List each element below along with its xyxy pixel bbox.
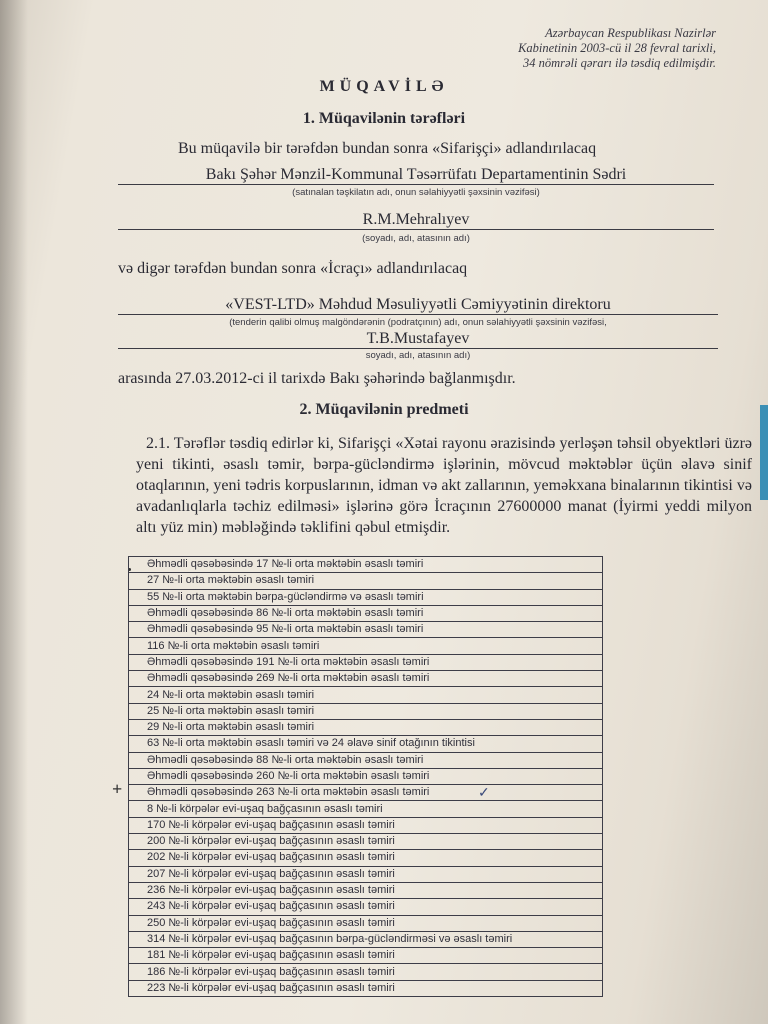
contractor-name-caption: soyadı, adı, atasının adı)	[365, 350, 471, 361]
table-row	[129, 768, 603, 784]
table-row	[129, 899, 603, 915]
work-item-cell: 186 №-li körpələr evi-uşaq bağçasının əsaslı təmiri	[129, 964, 603, 980]
work-item-cell: 202 №-li körpələr evi-uşaq bağçasının əsaslı təmiri	[129, 850, 603, 866]
work-item-cell: 200 №-li körpələr evi-uşaq bağçasının əsaslı təmiri	[129, 834, 603, 850]
table-row	[129, 589, 603, 605]
work-item-cell: 181 №-li körpələr evi-uşaq bağçasının əsaslı təmiri	[129, 948, 603, 964]
work-item-cell: Əhmədli qəsəbəsində 260 №-li orta məktəbin əsaslı təmiri	[129, 768, 603, 784]
table-row	[129, 605, 603, 621]
work-item-cell: Əhmədli qəsəbəsində 88 №-li orta məktəbin əsaslı təmiri	[129, 752, 603, 768]
table-row	[129, 622, 603, 638]
work-item-cell: 223 №-li körpələr evi-uşaq bağçasının əsaslı təmiri	[129, 980, 603, 996]
work-item-cell: 250 №-li körpələr evi-uşaq bağçasının əsaslı təmiri	[129, 915, 603, 931]
table-row	[129, 866, 603, 882]
work-item-cell: 236 №-li körpələr evi-uşaq bağçasının əsaslı təmiri	[129, 882, 603, 898]
table-row	[129, 964, 603, 980]
handwritten-check-mark: ✓	[478, 786, 490, 801]
handwritten-cross-mark: +	[112, 779, 123, 799]
blue-sticky-tab	[760, 405, 768, 500]
work-item-cell: 207 №-li körpələr evi-uşaq bağçasının əsaslı təmiri	[129, 866, 603, 882]
section-1-title: 1. Müqavilənin tərəfləri	[302, 110, 466, 127]
table-row	[129, 882, 603, 898]
work-item-cell: 170 №-li körpələr evi-uşaq bağçasının əsaslı təmiri	[129, 817, 603, 833]
table-row	[129, 557, 603, 573]
work-item-cell: 8 №-li körpələr evi-uşaq bağçasının əsaslı təmiri	[129, 801, 603, 817]
section-2-paragraph	[136, 433, 752, 538]
customer-org-caption: (satınalan təşkilatın adı, onun səlahiyyətli şəxsinin vəzifəsi)	[292, 187, 540, 198]
page-binding-shadow	[0, 0, 28, 1024]
work-item-cell: 63 №-li orta məktəbin əsaslı təmiri və 24 əlavə sinif otağının tikintisi	[129, 736, 603, 752]
contractor-org-caption: (tenderin qalibi olmuş malgöndərənin (podratçının) adı, onun səlahiyyətli şəxsinin vəzifəsi,	[229, 317, 607, 328]
work-item-cell: 116 №-li orta məktəbin əsaslı təmiri	[129, 638, 603, 654]
work-item-cell: Əhmədli qəsəbəsində 95 №-li orta məktəbin əsaslı təmiri	[129, 622, 603, 638]
work-item-cell: Əhmədli qəsəbəsində 269 №-li orta məktəbin əsaslı təmiri	[129, 671, 603, 687]
section-1-intro: Bu müqavilə bir tərəfdən bundan sonra «Sifarişçi» adlandırılacaq	[178, 140, 597, 157]
work-item-cell: Əhmədli qəsəbəsində 17 №-li orta məktəbin əsaslı təmiri	[129, 557, 603, 573]
work-item-cell: 24 №-li orta məktəbin əsaslı təmiri	[129, 687, 603, 703]
approval-note-line-2: Kabinetinin 2003-cü il 28 fevral tarixli,	[518, 41, 716, 55]
work-item-cell: Əhmədli qəsəbəsində 86 №-li orta məktəbin əsaslı təmiri	[129, 605, 603, 621]
table-row	[129, 719, 603, 735]
work-item-cell: Əhmədli qəsəbəsində 191 №-li orta məktəbin əsaslı təmiri	[129, 654, 603, 670]
customer-name-line: R.M.Mehralıyev	[118, 211, 714, 230]
section-2-paragraph-text: 2.1. Tərəflər təsdiq edirlər ki, Sifarişçi «Xətai rayonu ərazisində yerləşən təhsil obyektləri üzrə yeni tikinti, əsaslı təmir, bərpa-gücləndirmə işlərinin, mövcud məktəblər üçün əlavə sinif otaqlarının, yeni tədris korpuslarının, idman və akt zallarının, yeməkxana binalarının tikintisi və avadanlıqlarla təchiz edilməsi» işlərinə görə İcraçının 27600000 manat (İyirmi yeddi milyon altı yüz min) məbləğində təklifini qəbul etmişdir.	[136, 435, 752, 536]
table-row	[129, 671, 603, 687]
table-row	[129, 736, 603, 752]
second-party-text: və digər tərəfdən bundan sonra «İcraçı» adlandırılacaq	[118, 260, 468, 277]
work-item-cell: 314 №-li körpələr evi-uşaq bağçasının bərpa-gücləndirməsi və əsaslı təmiri	[129, 931, 603, 947]
work-item-cell: 29 №-li orta məktəbin əsaslı təmiri	[129, 719, 603, 735]
table-row	[129, 752, 603, 768]
section-2-title: 2. Müqavilənin predmeti	[299, 401, 469, 418]
table-row	[129, 703, 603, 719]
table-row	[129, 573, 603, 589]
table-row	[129, 654, 603, 670]
contractor-org-line: «VEST-LTD» Məhdud Məsuliyyətli Cəmiyyətinin direktoru	[118, 296, 718, 315]
conclusion-text: arasında 27.03.2012-ci il tarixdə Bakı şəhərində bağlanmışdır.	[118, 370, 516, 387]
approval-note	[386, 26, 716, 71]
customer-org-line: Bakı Şəhər Mənzil-Kommunal Təsərrüfatı Departamentinin Sədri	[118, 166, 714, 185]
table-row	[129, 817, 603, 833]
document-title: MÜQAVİLƏ	[319, 78, 449, 95]
contractor-name-line: T.B.Mustafayev	[118, 330, 718, 349]
table-row	[129, 638, 603, 654]
work-item-cell: 243 №-li körpələr evi-uşaq bağçasının əsaslı təmiri	[129, 899, 603, 915]
table-row	[129, 850, 603, 866]
work-item-cell: 25 №-li orta məktəbin əsaslı təmiri	[129, 703, 603, 719]
approval-note-line-1: Azərbaycan Respublikası Nazirlər	[545, 26, 716, 40]
works-table	[128, 556, 603, 997]
work-item-cell: 55 №-li orta məktəbin bərpa-gücləndirmə və əsaslı təmiri	[129, 589, 603, 605]
table-row	[129, 948, 603, 964]
approval-note-line-3: 34 nömrəli qərarı ilə təsdiq edilmişdir.	[522, 56, 716, 70]
table-row	[129, 834, 603, 850]
work-item-cell: Əhmədli qəsəbəsində 263 №-li orta məktəbin əsaslı təmiri	[129, 785, 603, 801]
table-row	[129, 915, 603, 931]
customer-name-caption: (soyadı, adı, atasının adı)	[362, 233, 470, 244]
table-row	[129, 801, 603, 817]
table-row	[129, 785, 603, 801]
table-row	[129, 687, 603, 703]
table-row	[129, 980, 603, 996]
table-row	[129, 931, 603, 947]
work-item-cell: 27 №-li orta məktəbin əsaslı təmiri	[129, 573, 603, 589]
